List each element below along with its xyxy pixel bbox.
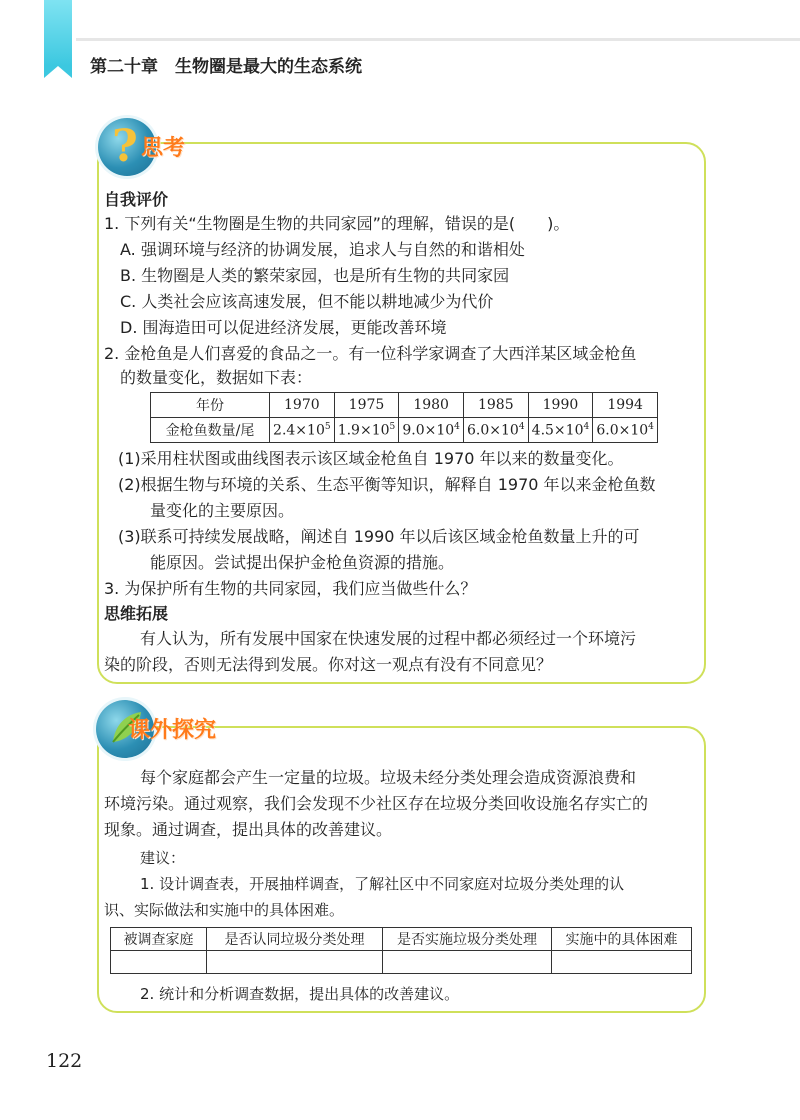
table-row — [111, 951, 692, 974]
year-cell: 1994 — [593, 393, 658, 418]
q2-sub3-line2: 能原因。尝试提出保护金枪鱼资源的措施。 — [150, 553, 455, 572]
survey-empty-cell — [383, 951, 552, 974]
step1-line1: 1. 设计调查表，开展抽样调查，了解社区中不同家庭对垃圾分类处理的认 — [140, 875, 625, 893]
q2-sub2-line1: (2)根据生物与环境的关系、生态平衡等知识，解释自 1970 年以来金枪鱼数 — [118, 475, 656, 494]
table-row — [151, 418, 658, 443]
header-divider — [76, 38, 800, 41]
count-cell: $9.0\times 10^4$ — [399, 418, 464, 443]
q1-stem: 1. 下列有关“生物圈是生物的共同家园”的理解，错误的是( )。 — [104, 214, 570, 233]
q1-option-b: B. 生物圈是人类的繁荣家园，也是所有生物的共同家园 — [120, 266, 510, 285]
survey-header-difficulty: 实施中的具体困难 — [552, 928, 692, 951]
q3: 3. 为保护所有生物的共同家园，我们应当做些什么？ — [104, 579, 477, 598]
extension-line1: 有人认为，所有发展中国家在快速发展的过程中都必须经过一个环境污 — [140, 629, 637, 648]
q1-option-a: A. 强调环境与经济的协调发展，追求人与自然的和谐相处 — [120, 240, 525, 259]
year-cell: 1975 — [334, 393, 399, 418]
q1-option-d: D. 围海造田可以促进经济发展，更能改善环境 — [120, 318, 447, 337]
survey-table — [110, 927, 692, 974]
survey-empty-cell — [207, 951, 383, 974]
chapter-tab-stripe — [44, 0, 72, 66]
explore-badge-label: 课外探究 — [128, 718, 217, 743]
q2-sub1: (1)采用柱状图或曲线图表示该区域金枪鱼自 1970 年以来的数量变化。 — [118, 449, 624, 468]
explore-intro-line2: 环境污染。通过观察，我们会发现不少社区存在垃圾分类回收设施名存实亡的 — [104, 794, 649, 813]
count-cell: $6.0\times 10^4$ — [463, 418, 528, 443]
count-cell: $4.5\times 10^4$ — [528, 418, 593, 443]
extension-line2: 染的阶段，否则无法得到发展。你对这一观点有没有不同意见？ — [104, 655, 553, 674]
self-eval-heading: 自我评价 — [104, 190, 169, 209]
table-row — [151, 393, 658, 418]
count-cell: $6.0\times 10^4$ — [593, 418, 658, 443]
survey-header-implement: 是否实施垃圾分类处理 — [383, 928, 552, 951]
q2-stem-line2: 的数量变化，数据如下表： — [120, 368, 313, 387]
chapter-title: 第二十章 生物圈是最大的生态系统 — [90, 57, 362, 77]
question-mark-icon: ? — [112, 121, 138, 172]
survey-empty-cell — [111, 951, 207, 974]
survey-header-agree: 是否认同垃圾分类处理 — [207, 928, 383, 951]
table-row — [111, 928, 692, 951]
extension-heading: 思维拓展 — [104, 604, 169, 623]
count-cell: $1.9\times 10^5$ — [334, 418, 399, 443]
think-badge-label: 思考 — [141, 136, 186, 161]
survey-header-household: 被调查家庭 — [111, 928, 207, 951]
survey-empty-cell — [552, 951, 692, 974]
year-cell: 1990 — [528, 393, 593, 418]
year-cell: 1970 — [270, 393, 335, 418]
q2-sub2-line2: 量变化的主要原因。 — [150, 501, 295, 520]
year-cell: 1985 — [463, 393, 528, 418]
tuna-count-table — [150, 392, 658, 443]
year-cell: 1980 — [399, 393, 464, 418]
q1-option-c: C. 人类社会应该高速发展，但不能以耕地减少为代价 — [120, 292, 494, 311]
step2: 2. 统计和分析调查数据，提出具体的改善建议。 — [140, 985, 460, 1003]
suggestion-label: 建议： — [140, 849, 186, 867]
page-number: 122 — [46, 1050, 83, 1072]
count-cell: $2.4\times 10^5$ — [270, 418, 335, 443]
q2-sub3-line1: (3)联系可持续发展战略，阐述自 1990 年以后该区域金枪鱼数量上升的可 — [118, 527, 640, 546]
explore-intro-line3: 现象。通过调查，提出具体的改善建议。 — [104, 820, 393, 839]
explore-intro-line1: 每个家庭都会产生一定量的垃圾。垃圾未经分类处理会造成资源浪费和 — [140, 768, 637, 787]
step1-line2: 识、实际做法和实施中的具体困难。 — [104, 901, 345, 919]
row-header-count: 金枪鱼数量/尾 — [151, 418, 270, 443]
row-header-year: 年份 — [151, 393, 270, 418]
q2-stem-line1: 2. 金枪鱼是人们喜爱的食品之一。有一位科学家调查了大西洋某区域金枪鱼 — [104, 344, 637, 363]
